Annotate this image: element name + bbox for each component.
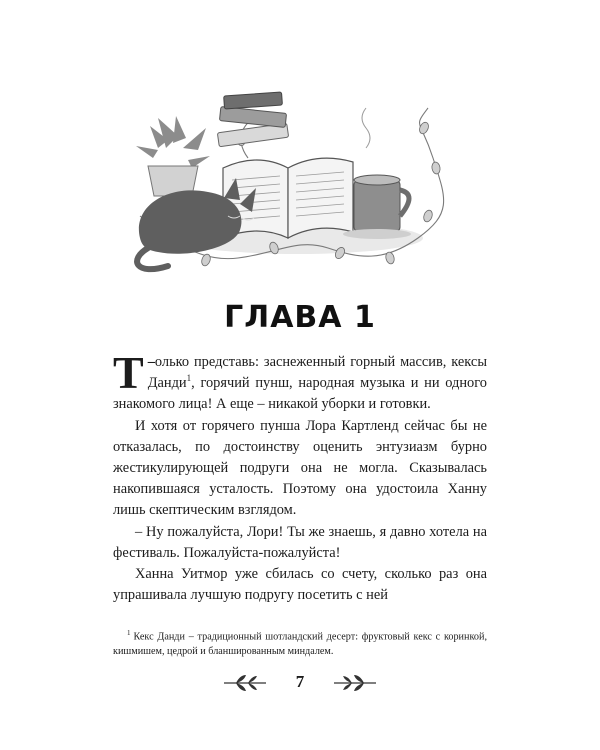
dialogue-dash: –: [147, 354, 155, 370]
opening-text: олько представь: заснеженный горный массив, кексы Данди: [147, 354, 487, 392]
chapter-body: [113, 347, 487, 606]
paragraph: – Ну пожалуйста, Лори! Ты же знаешь, я давно хотела на фестиваль. Пожалуйста-пожалуйста!: [113, 523, 487, 561]
open-book-icon: [223, 158, 353, 238]
chapter-illustration: [128, 88, 450, 284]
chapter-title: ГЛАВА 1: [224, 300, 376, 335]
potted-plant-icon: [136, 116, 210, 196]
opening-text-continued: , горячий пунш, народная музыка и ни одного знакомого лица! А еще – никакой уборки и готовки.: [113, 375, 487, 413]
paragraph: Ханна Уитмор уже сбилась со счету, сколько раз она упрашивала лучшую подругу посетить с ней: [113, 566, 487, 604]
book-stack-icon: [217, 92, 288, 147]
footnote: [113, 626, 487, 659]
footnote-text: Кекс Данди – традиционный шотландский десерт: фруктовый кекс с коринкой, кишмишем, цедрой и бланшированным миндалем.: [113, 631, 487, 658]
drop-cap: Т: [113, 347, 144, 398]
opening-paragraph: [113, 347, 487, 416]
right-sprig-icon: [332, 672, 378, 694]
page-number: 7: [295, 672, 305, 691]
footnote-reference: 1: [186, 373, 192, 384]
footnote-mark: 1: [127, 629, 131, 637]
paragraph: И хотя от горячего пунша Лора Картленд сейчас бы не отказалась, по достоинству оценить энтузиазм бурно жестикулирующей подруги она не могла. Сказывалась накопившаяся усталость. Поэтому она удостоила Ханну лишь скептическим взглядом.: [113, 417, 487, 519]
folio: [220, 664, 380, 700]
